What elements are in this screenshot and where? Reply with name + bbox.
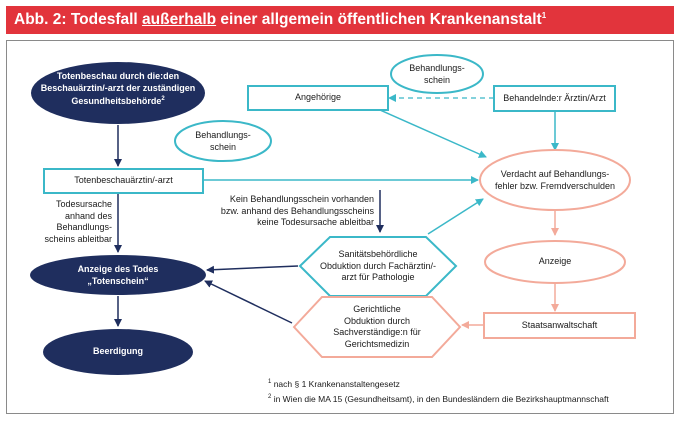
label-kein-schein bbox=[200, 194, 374, 229]
totenbeschau-line-2: Beschauärztin/-arzt der zuständigen bbox=[40, 82, 196, 93]
title-part-1: Abb. 2: Todesfall bbox=[14, 11, 143, 29]
footnote-2-text: in Wien die MA 15 (Gesundheitsamt), in den Bundesländern die Bezirkshauptmannschaft bbox=[271, 393, 609, 404]
label-todesursache-line-4: scheins ableitbar bbox=[44, 233, 112, 244]
totenbeschau-text bbox=[31, 71, 205, 108]
anzeige-todes-text bbox=[30, 264, 206, 287]
behandlungsschein-top-line-2: schein bbox=[423, 74, 450, 85]
gerichtlich-line-1: Gerichtliche bbox=[353, 304, 401, 314]
footnote-2-mark: 2 bbox=[268, 394, 272, 400]
footnote-1-mark: 1 bbox=[268, 379, 272, 385]
verdacht-line-2: fehler bzw. Fremdverschulden bbox=[494, 180, 616, 191]
sanitaet-line-3: arzt für Pathologie bbox=[341, 272, 415, 282]
behandlungsschein-top-line-1: Behandlungs- bbox=[409, 63, 465, 73]
label-todesursache bbox=[40, 199, 112, 245]
gerichtlich-line-3: Sachverständige:n für bbox=[333, 327, 421, 337]
behandlungsschein-top-text bbox=[391, 63, 483, 86]
angehoerige-text: Angehörige bbox=[294, 92, 342, 102]
label-kein-schein-line-3: keine Todesursache ableitbar bbox=[257, 217, 374, 227]
footnote-1-text: nach § 1 Krankenanstaltengesetz bbox=[271, 378, 400, 389]
verdacht-text bbox=[480, 169, 630, 192]
behandlungsschein-left-text bbox=[175, 130, 271, 153]
anzeige-text: Anzeige bbox=[538, 256, 572, 266]
title-emphasis: außerhalb bbox=[142, 11, 217, 29]
gerichtlich-line-2: Obduktion durch bbox=[343, 315, 411, 326]
label-todesursache-line-3: Behandlungs- bbox=[56, 222, 112, 232]
gerichtlich-line-4: Gerichtsmedizin bbox=[344, 338, 410, 349]
totenbeschau-line-1: Totenbeschau durch die:den bbox=[56, 71, 180, 81]
arrow-sanitaet-to-verdacht bbox=[428, 199, 483, 234]
verdacht-line-1: Verdacht auf Behandlungs- bbox=[500, 169, 610, 179]
behandelnde-text: Behandelnde:r Ärztin/Arzt bbox=[503, 93, 606, 103]
totenbeschauaerztin-text: Totenbeschauärztin/-arzt bbox=[74, 175, 173, 185]
beerdigung-text: Beerdigung bbox=[92, 346, 143, 356]
arrow-gerichtlich-to-anzeige-todes bbox=[205, 281, 292, 323]
anzeige-todes-line-1: Anzeige des Todes bbox=[77, 264, 159, 274]
label-kein-schein-line-1: Kein Behandlungsschein vorhanden bbox=[229, 194, 374, 204]
label-todesursache-line-2: anhand des bbox=[64, 210, 112, 221]
totenbeschau-line-3 bbox=[31, 94, 205, 108]
gerichtlich-text bbox=[310, 304, 444, 350]
arrow-sanitaet-to-anzeige-todes bbox=[207, 266, 298, 270]
title-part-2: einer allgemein öffentlichen Krankenanstalt bbox=[216, 11, 542, 29]
behandlungsschein-left-line-2: schein bbox=[209, 141, 236, 152]
sanitaet-text bbox=[315, 249, 441, 284]
sanitaet-line-1: Sanitätsbehördliche bbox=[338, 249, 418, 259]
sanitaet-line-2: Obduktion durch Fachärztin/- bbox=[319, 260, 437, 271]
arrow-angehoerige-to-verdacht bbox=[380, 110, 486, 157]
label-todesursache-line-1: Todesursache bbox=[55, 199, 112, 209]
totenbeschau-line-3-text: Gesundheitsbehörde bbox=[71, 96, 162, 106]
title-footnote-mark: 1 bbox=[541, 11, 547, 20]
footnote-2 bbox=[268, 392, 672, 405]
staatsanwaltschaft-text: Staatsanwaltschaft bbox=[521, 320, 598, 330]
totenbeschau-footnote-mark: 2 bbox=[161, 96, 165, 102]
anzeige-todes-line-2: „Totenschein“ bbox=[87, 275, 149, 286]
behandlungsschein-left-line-1: Behandlungs- bbox=[195, 130, 251, 140]
label-kein-schein-line-2: bzw. anhand des Behandlungsscheins bbox=[220, 205, 374, 216]
footnote-1 bbox=[268, 377, 668, 390]
